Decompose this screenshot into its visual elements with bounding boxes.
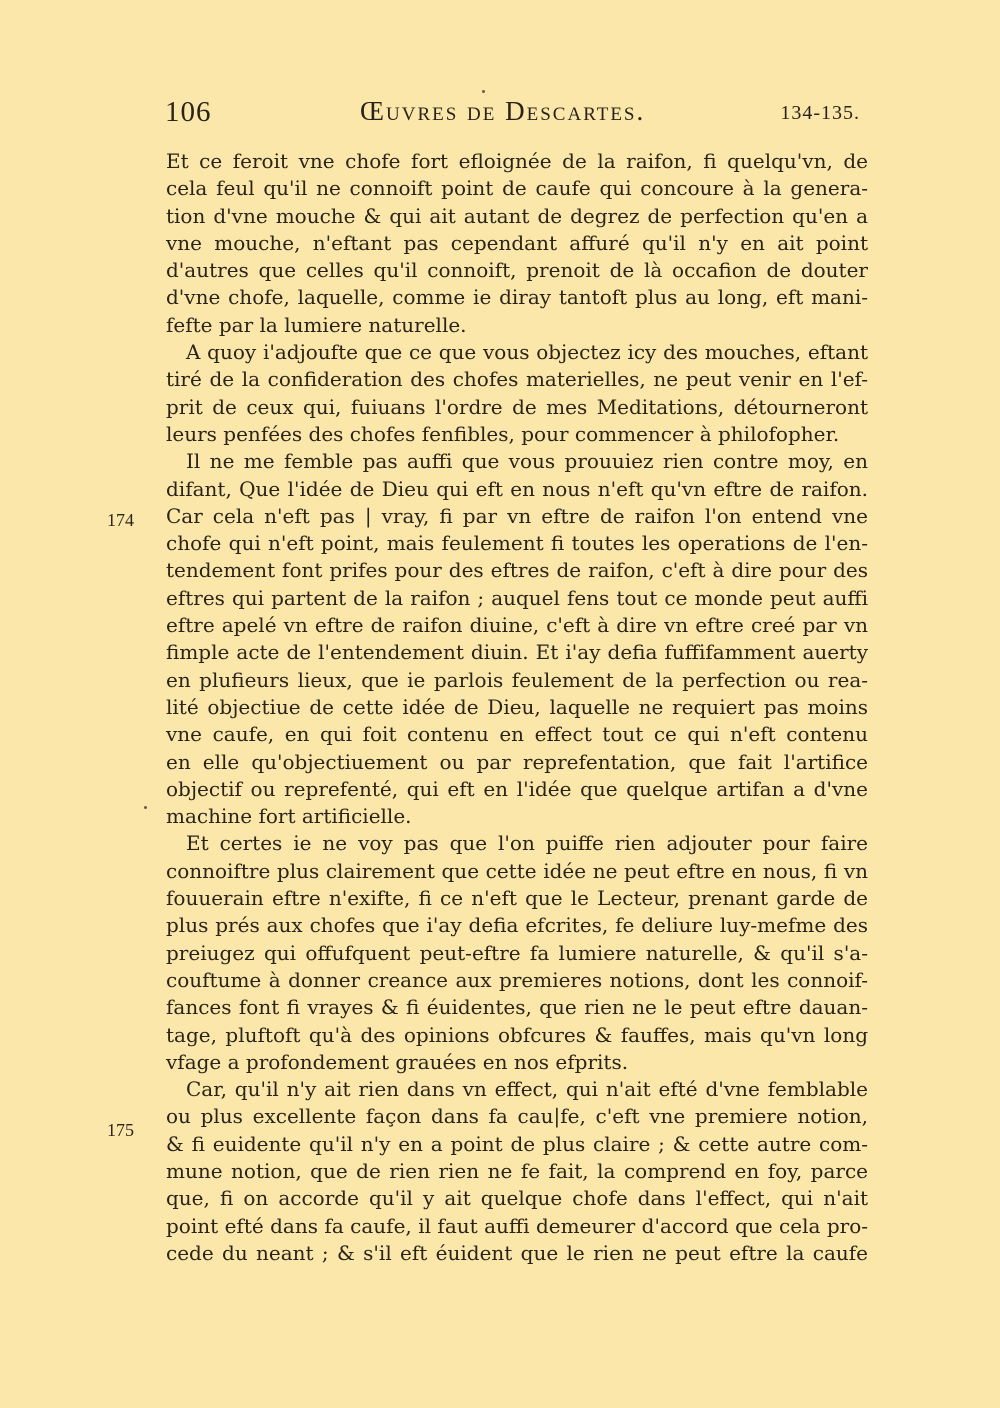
text-line: leurs penfées des chofes fenfibles, pour commencer à philofopher. [166, 421, 840, 446]
text-line: prit de ceux qui, fuiuans l'ordre de mes Meditations, détourneront [166, 394, 868, 419]
text-line: objectif ou reprefenté, qui eft en l'idée que quelque artifan a d'vne [166, 776, 868, 801]
page-number: 106 [165, 96, 212, 128]
text-line: que, fi on accorde qu'il y ait quelque chofe dans l'effect, qui n'ait [166, 1186, 868, 1211]
text-line: vfage a profondement grauées en nos efprits. [166, 1049, 629, 1074]
text-line: tiré de la confideration des chofes materielles, ne peut venir en l'ef- [166, 367, 868, 392]
text-line: tion d'vne mouche & qui ait autant de degrez de perfection qu'en a [166, 203, 868, 228]
margin-number: 175 [107, 1120, 134, 1140]
text-line: point efté dans fa caufe, il faut auffi demeurer d'accord que cela pro- [166, 1213, 868, 1238]
text-line: fefte par la lumiere naturelle. [166, 312, 467, 337]
text-line: chofe qui n'eft point, mais feulement fi toutes les operations de l'en- [166, 531, 868, 556]
text-line: vne caufe, en qui foit contenu en effect tout ce qui n'eft contenu [166, 722, 868, 747]
text-line: & fi euidente qu'il n'y en a point de plus claire ; & cette autre com- [166, 1131, 868, 1156]
text-line: mune notion, que de rien rien ne fe fait, la comprend en foy, parce [166, 1158, 868, 1183]
text-line: eftres qui partent de la raifon ; auquel fens tout ce monde peut auffi [166, 585, 868, 610]
text-line: d'autres que celles qu'il connoift, prenoit de là occafion de douter [166, 258, 868, 283]
text-line: Il ne me femble pas auffi que vous prouuiez rien contre moy, en [186, 449, 868, 474]
text-line: preiugez qui offufquent peut-eftre fa lumiere naturelle, & qu'il s'a- [166, 940, 868, 965]
text-line: Et ce feroit vne chofe fort efloignée de la raifon, fi quelqu'vn, de [166, 149, 868, 173]
text-line: ou plus excellente façon dans fa cau|fe, c'eft vne premiere notion, [166, 1104, 868, 1129]
text-line: connoiftre plus clairement que cette idée ne peut eftre en nous, fi vn [166, 858, 868, 883]
text-line: lité objectiue de cette idée de Dieu, laquelle ne requiert pas moins [166, 694, 868, 719]
text-line: Car cela n'eft pas | vray, fi par vn eftre de raifon l'on entend vne [166, 503, 868, 528]
text-line: couftume à donner creance aux premieres notions, dont les connoif- [166, 967, 868, 992]
text-line: machine fort artificielle. [166, 804, 412, 829]
text-line: fimple acte de l'entendement diuin. Et i'ay defia fuffifamment auerty [166, 640, 868, 665]
text-line: eftre apelé vn eftre de raifon diuine, c'eft à dire vn eftre creé par vn [166, 613, 868, 638]
text-line: en plufieurs lieux, que ie parlois feulement de la perfection ou rea- [166, 667, 868, 692]
text-line: Et certes ie ne voy pas que l'on puiffe rien adjouter pour faire [186, 831, 868, 856]
text-line: A quoy i'adjoufte que ce que vous objectez icy des mouches, eftant [186, 340, 868, 365]
text-line: cede du neant ; & s'il eft éuident que le rien ne peut eftre la caufe [166, 1240, 868, 1265]
text-line: en elle qu'objectiuement ou par reprefentation, que fait l'artifice [166, 749, 868, 774]
print-speck [144, 806, 147, 809]
page-range: 134-135. [780, 102, 860, 124]
text-line: vne mouche, n'eftant pas cependant affuré qu'il n'y en ait point [166, 230, 868, 255]
margin-number: 174 [107, 510, 134, 530]
body-text [166, 148, 868, 1267]
text-line: tage, pluftoft qu'à des opinions obfcures & fauffes, mais qu'vn long [166, 1022, 868, 1047]
text-line: tendement font prifes pour des eftres de raifon, c'eft à dire pour des [166, 558, 868, 583]
text-line: fouuerain eftre n'exifte, fi ce n'eft que le Lecteur, prenant garde de [166, 886, 868, 911]
running-title: Œuvres de Descartes. [360, 96, 646, 126]
text-line: fances font fi vrayes & fi éuidentes, que rien ne le peut eftre dauan- [166, 995, 868, 1020]
print-speck [482, 90, 485, 93]
text-line: difant, Que l'idée de Dieu qui eft en nous n'eft qu'vn eftre de raifon. [166, 476, 868, 501]
text-line: d'vne chofe, laquelle, comme ie diray tantoft plus au long, eft mani- [166, 285, 868, 310]
text-line: cela feul qu'il ne connoift point de caufe qui concoure à la genera- [166, 176, 868, 201]
text-line: Car, qu'il n'y ait rien dans vn effect, qui n'ait efté d'vne femblable [186, 1077, 868, 1102]
running-header [165, 96, 860, 136]
text-line: plus prés aux chofes que i'ay defia efcrites, fe deliure luy-mefme des [166, 913, 868, 938]
